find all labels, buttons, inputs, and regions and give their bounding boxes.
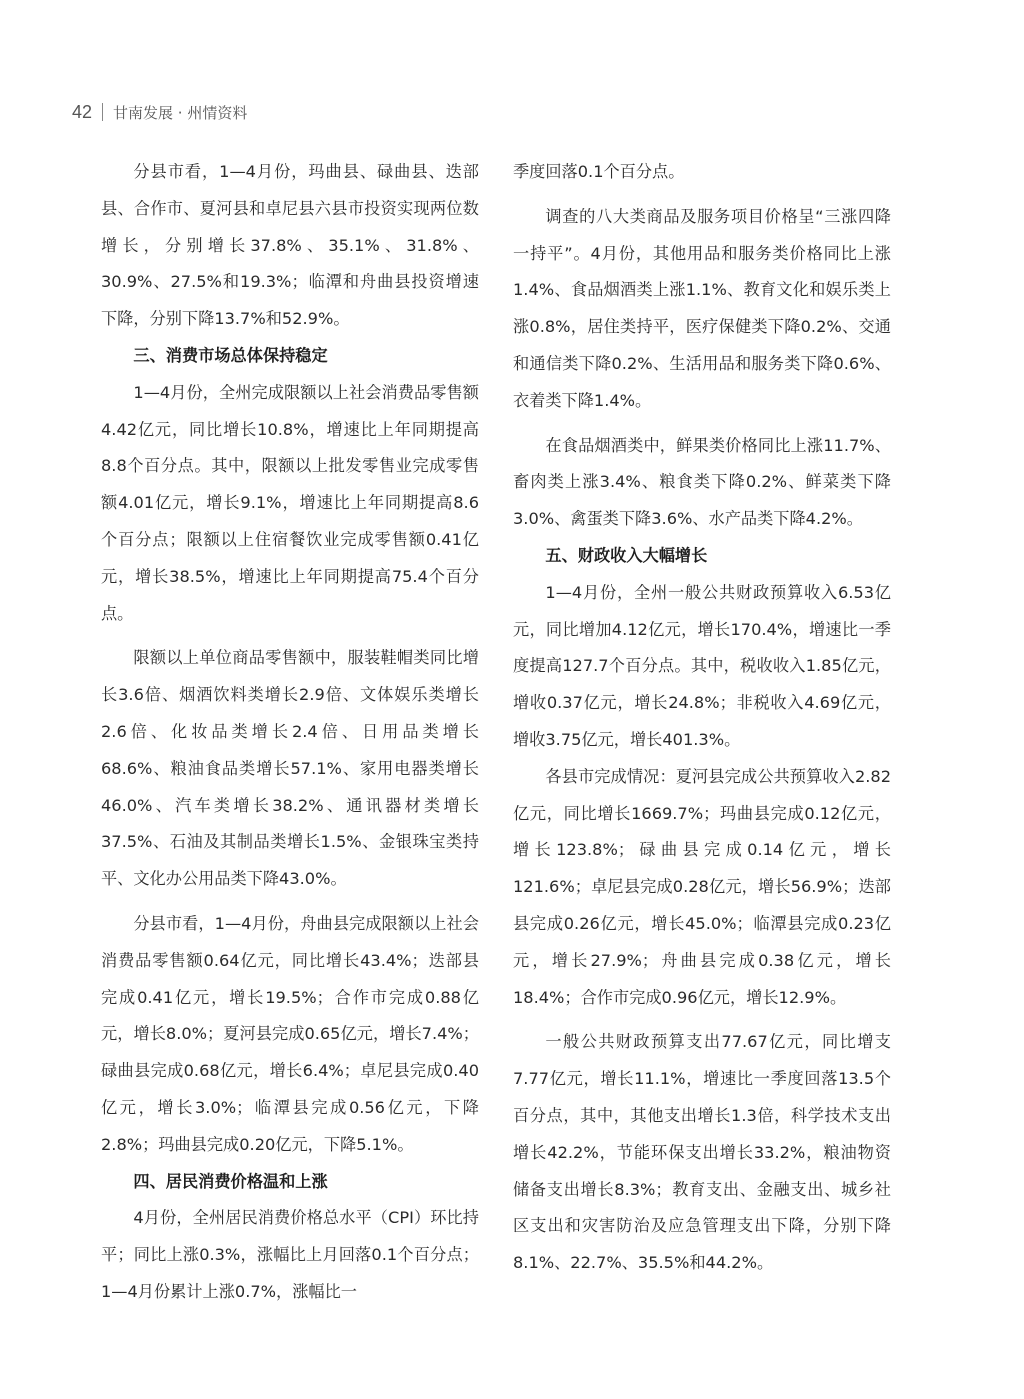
section-heading: 四、居民消费价格温和上涨 <box>133 1171 328 1191</box>
section-heading: 三、消费市场总体保持稳定 <box>133 345 328 365</box>
paragraph-continuation: 季度回落0.1个百分点。 <box>513 162 685 181</box>
page-header <box>72 98 247 126</box>
journal-title: 甘南发展 · 州情资料 <box>113 103 248 122</box>
right-column <box>513 154 891 1282</box>
section-heading: 五、财政收入大幅增长 <box>545 545 708 565</box>
left-column <box>101 154 479 1311</box>
page-number: 42 <box>72 101 93 122</box>
paragraph: 在食品烟酒类中，鲜果类价格同比上涨11.7%、畜肉类上涨3.4%、粮食类下降0.2%、鲜菜类下降3.0%、禽蛋类下降3.6%、水产品类下降4.2%。 <box>513 435 891 529</box>
header-divider <box>102 103 103 121</box>
paragraph: 分县市看，1—4月份，玛曲县、碌曲县、迭部县、合作市、夏河县和卓尼县六县市投资实现两位数增长，分别增长37.8%、35.1%、31.8%、30.9%、27.5%和19.3%；临潭和舟曲县投资增速下降，分别下降13.7%和52.9%。 <box>101 162 479 329</box>
paragraph: 一般公共财政预算支出77.67亿元，同比增支7.77亿元，增长11.1%，增速比一季度回落13.5个百分点，其中，其他支出增长1.3倍，科学技术支出增长42.2%，节能环保支出增长33.2%，粮油物资储备支出增长8.3%；教育支出、金融支出、城乡社区支出和灾害防治及应急管理支出下降，分别下降8.1%、22.7%、35.5%和44.2%。 <box>513 1032 891 1273</box>
paragraph: 1—4月份，全州完成限额以上社会消费品零售额4.42亿元，同比增长10.8%，增速比上年同期提高8.8个百分点。其中，限额以上批发零售业完成零售额4.01亿元，增长9.1%，增速比上年同期提高8.6个百分点；限额以上住宿餐饮业完成零售额0.41亿元，增长38.5%，增速比上年同期提高75.4个百分点。 <box>101 382 479 623</box>
paragraph: 1—4月份，全州一般公共财政预算收入6.53亿元，同比增加4.12亿元，增长170.4%，增速比一季度提高127.7个百分点。其中，税收收入1.85亿元，增收0.37亿元，增长24.8%；非税收入4.69亿元，增收3.75亿元，增长401.3%。 <box>513 582 891 749</box>
paragraph: 限额以上单位商品零售额中，服装鞋帽类同比增长3.6倍、烟酒饮料类增长2.9倍、文体娱乐类增长2.6倍、化妆品类增长2.4倍、日用品类增长68.6%、粮油食品类增长57.1%、家用电器类增长46.0%、汽车类增长38.2%、通讯器材类增长37.5%、石油及其制品类增长1.5%、金银珠宝类持平、文化办公用品类下降43.0%。 <box>101 648 479 889</box>
paragraph: 调查的八大类商品及服务项目价格呈“三涨四降一持平”。4月份，其他用品和服务类价格同比上涨1.4%、食品烟酒类上涨1.1%、教育文化和娱乐类上涨0.8%，居住类持平，医疗保健类下降0.2%、交通和通信类下降0.2%、生活用品和服务类下降0.6%、衣着类下降1.4%。 <box>513 206 891 410</box>
paragraph: 分县市看，1—4月份，舟曲县完成限额以上社会消费品零售额0.64亿元，同比增长43.4%；迭部县完成0.41亿元，增长19.5%；合作市完成0.88亿元，增长8.0%；夏河县完成0.65亿元，增长7.4%；碌曲县完成0.68亿元，增长6.4%；卓尼县完成0.40亿元，增长3.0%；临潭县完成0.56亿元，下降2.8%；玛曲县完成0.20亿元，下降5.1%。 <box>101 913 479 1154</box>
paragraph: 各县市完成情况：夏河县完成公共预算收入2.82亿元，同比增长1669.7%；玛曲县完成0.12亿元，增长123.8%；碌曲县完成0.14亿元，增长121.6%；卓尼县完成0.28亿元，增长56.9%；迭部县完成0.26亿元，增长45.0%；临潭县完成0.23亿元，增长27.9%；舟曲县完成0.38亿元，增长18.4%；合作市完成0.96亿元，增长12.9%。 <box>513 766 891 1007</box>
paragraph: 4月份，全州居民消费价格总水平（CPI）环比持平；同比上涨0.3%，涨幅比上月回落0.1个百分点；1—4月份累计上涨0.7%，涨幅比一 <box>101 1208 479 1301</box>
